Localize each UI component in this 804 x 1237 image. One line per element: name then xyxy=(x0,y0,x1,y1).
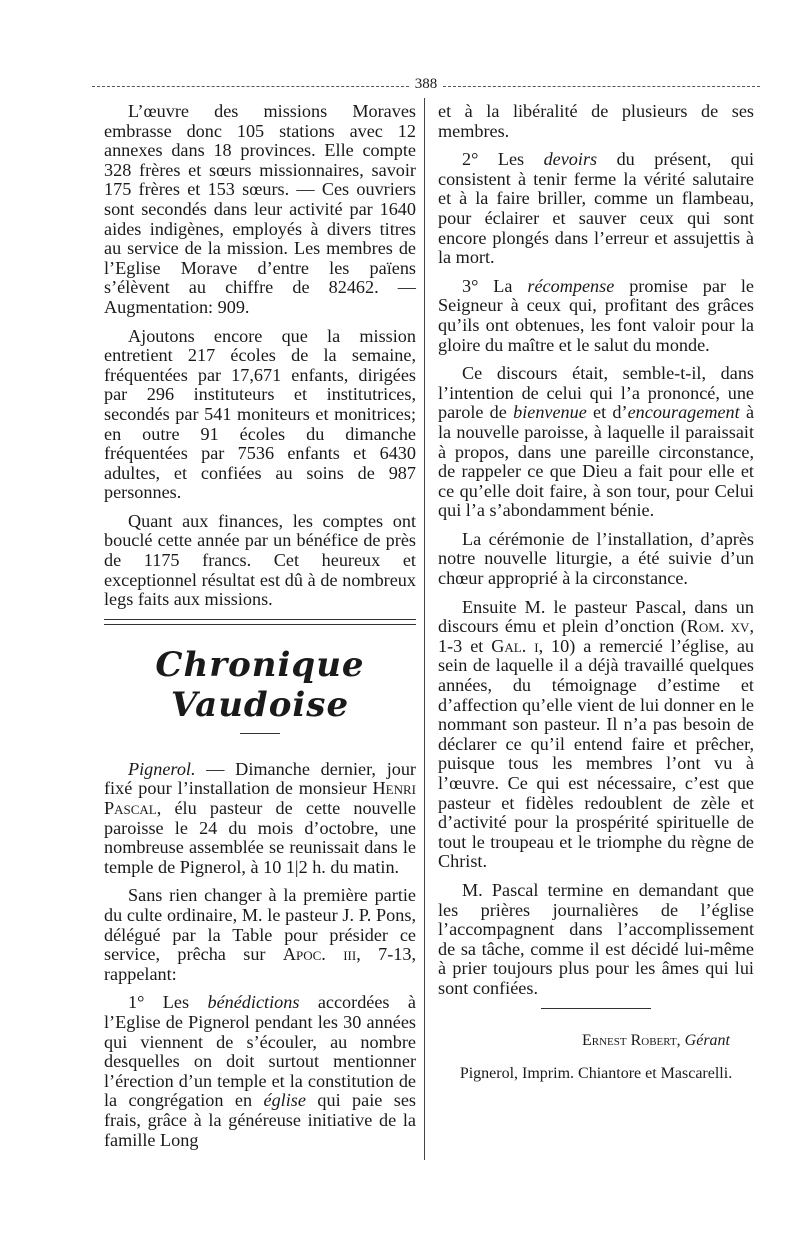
scripture-ref: Gal. i xyxy=(491,635,539,656)
column-divider xyxy=(424,98,425,1160)
signature-name: Ernest Robert xyxy=(581,1031,677,1049)
paragraph-finances: Quant aux finances, les comptes ont bouclé cette année par un bénéfice de près de 1175 francs. Cet heureux et exceptionnel résultat est dû à de nombreux legs faits aux missions. xyxy=(104,510,416,610)
page-number: 388 xyxy=(414,75,438,92)
page-header xyxy=(92,74,760,94)
paragraph-discourse: Ce discours était, semble-t-il, dans l’intention de celui qui l’a prononcé, une parole de bienvenue et d’encouragement à la nouvelle paroisse, à laquelle il paraissait à propos, dans une pareille circonstance, de rappeler ce que Dieu a fait pour elle et ce qu’elle doit faire, à son tour, pour Celui qui l’a s’abondamment bénie. xyxy=(438,363,755,521)
paragraph-reward: 3° La récompense promise par le Seigneur à ceux qui, profitant des grâces qu’ils ont obtenues, les font valoir pour la gloire du maître et le salut du monde. xyxy=(438,275,754,355)
paragraph-schools: Ajoutons encore que la mission entretient 217 écoles de la semaine, fréquentées par 17,671 enfants, dirigées par 296 instituteurs et institutrices, secondés par 541 moniteurs et monitrices; en outre 91 écoles du dimanche fréquentées par 7536 enfants et 6430 adultes, et confiées au soins de 987 personnes. xyxy=(104,325,416,503)
section-separator xyxy=(104,619,416,625)
person-name: Henri Pascal xyxy=(104,778,416,819)
paragraph-prayers: M. Pascal termine en demandant que les prières journalières de l’église l’accompagnent dans l’accomplissement de sa tâche, comme il est décidé lui-même à prier toujours plus pour les âmes qui lui sont confiées. xyxy=(438,879,754,998)
section-title: Chronique Vaudoise xyxy=(155,644,365,725)
paragraph-ceremony: La cérémonie de l’installation, d’après notre nouvelle liturgie, a été suivie d’un chœur approprié à la circonstance. xyxy=(438,528,754,589)
title-underline xyxy=(240,733,280,734)
paragraph-missions: L’œuvre des missions Moraves embrasse donc 105 stations avec 12 annexes dans 18 provinces. Elle compte 328 frères et sœurs missionnaires, savoir 175 frères et 153 sœurs. — Ces ouvriers sont secondés dans leur activité par 1640 aides indigènes, employés à divers titres au service de la mission. Les membres de l’Eglise Morave d’entre les païens s’élèvent au chiffre de 82462. — Augmentation: 909. xyxy=(104,101,416,317)
imprint: Pignerol, Imprim. Chiantore et Mascarelli. xyxy=(459,1065,733,1083)
paragraph-continuation: et à la libéralité de plusieurs de ses membres. xyxy=(438,101,754,141)
paragraph-sermon: Sans rien changer à la première partie du culte ordinaire, M. le pasteur J. P. Pons, délégué par la Table pour présider ce service, prêcha sur Apoc. iii, 7-13, rappelant: xyxy=(104,885,416,984)
paragraph-pignerol: Pignerol. — Dimanche dernier, jour fixé pour l’installation de monsieur Henri Pascal, élu pasteur de cette nouvelle paroisse le 24 du mois d’octobre, une nombreuse assemblée se reunissait dans le temple de Pignerol, à 10 1|2 h. du matin. xyxy=(104,758,416,877)
left-column xyxy=(104,102,416,1159)
signature: Ernest Robert, Gérant xyxy=(581,1031,730,1049)
paragraph-pascal: Ensuite M. le pasteur Pascal, dans un discours ému et plein d’onction (Rom. xv, 1-3 et Gal. i, 10) a remercié l’église, au sein de laquelle il a déjà travaillé quelques années, du témoignage d’estime et d’affection qu’elle vient de lui donner en le nommant son pasteur. Il n’a pas besoin de déclarer ce qu’il entend faire et prêcher, puisque tous les membres l’ont vu à l’œuvre. Ce qui est nécessaire, c’est que pasteur et fidèles redoublent de zèle et d’activité pour la prospérité spirituelle de tout le troupeau et le triomphe du règne de Christ. xyxy=(438,596,755,872)
header-rule-right xyxy=(443,86,760,87)
header-rule-left xyxy=(92,86,409,87)
scripture-ref: Rom. xv xyxy=(686,616,750,637)
signature-role: Gérant xyxy=(684,1031,730,1049)
paragraph-blessings: 1° Les bénédictions accordées à l’Eglise de Pignerol pendant les 30 années qui viennent de s’écouler, au nombre desquelles on doit surtout mentionner l’érection d’un temple et la constitution de la congrégation en église qui paie ses frais, grâce à la généreuse initiative de la famille Long xyxy=(104,992,416,1150)
dateline: Pignerol. xyxy=(128,758,196,779)
scripture-ref: Apoc. iii, 7-13 xyxy=(282,944,412,965)
paragraph-duties: 2° Les devoirs du présent, qui consistent à tenir ferme la vérité salutaire et à la faire briller, comme un flambeau, pour éclairer et sauver ceux qui sont encore plongés dans l’erreur et assujettis à la mort. xyxy=(438,149,754,268)
signature-rule xyxy=(541,1008,651,1009)
right-column xyxy=(438,102,754,1084)
